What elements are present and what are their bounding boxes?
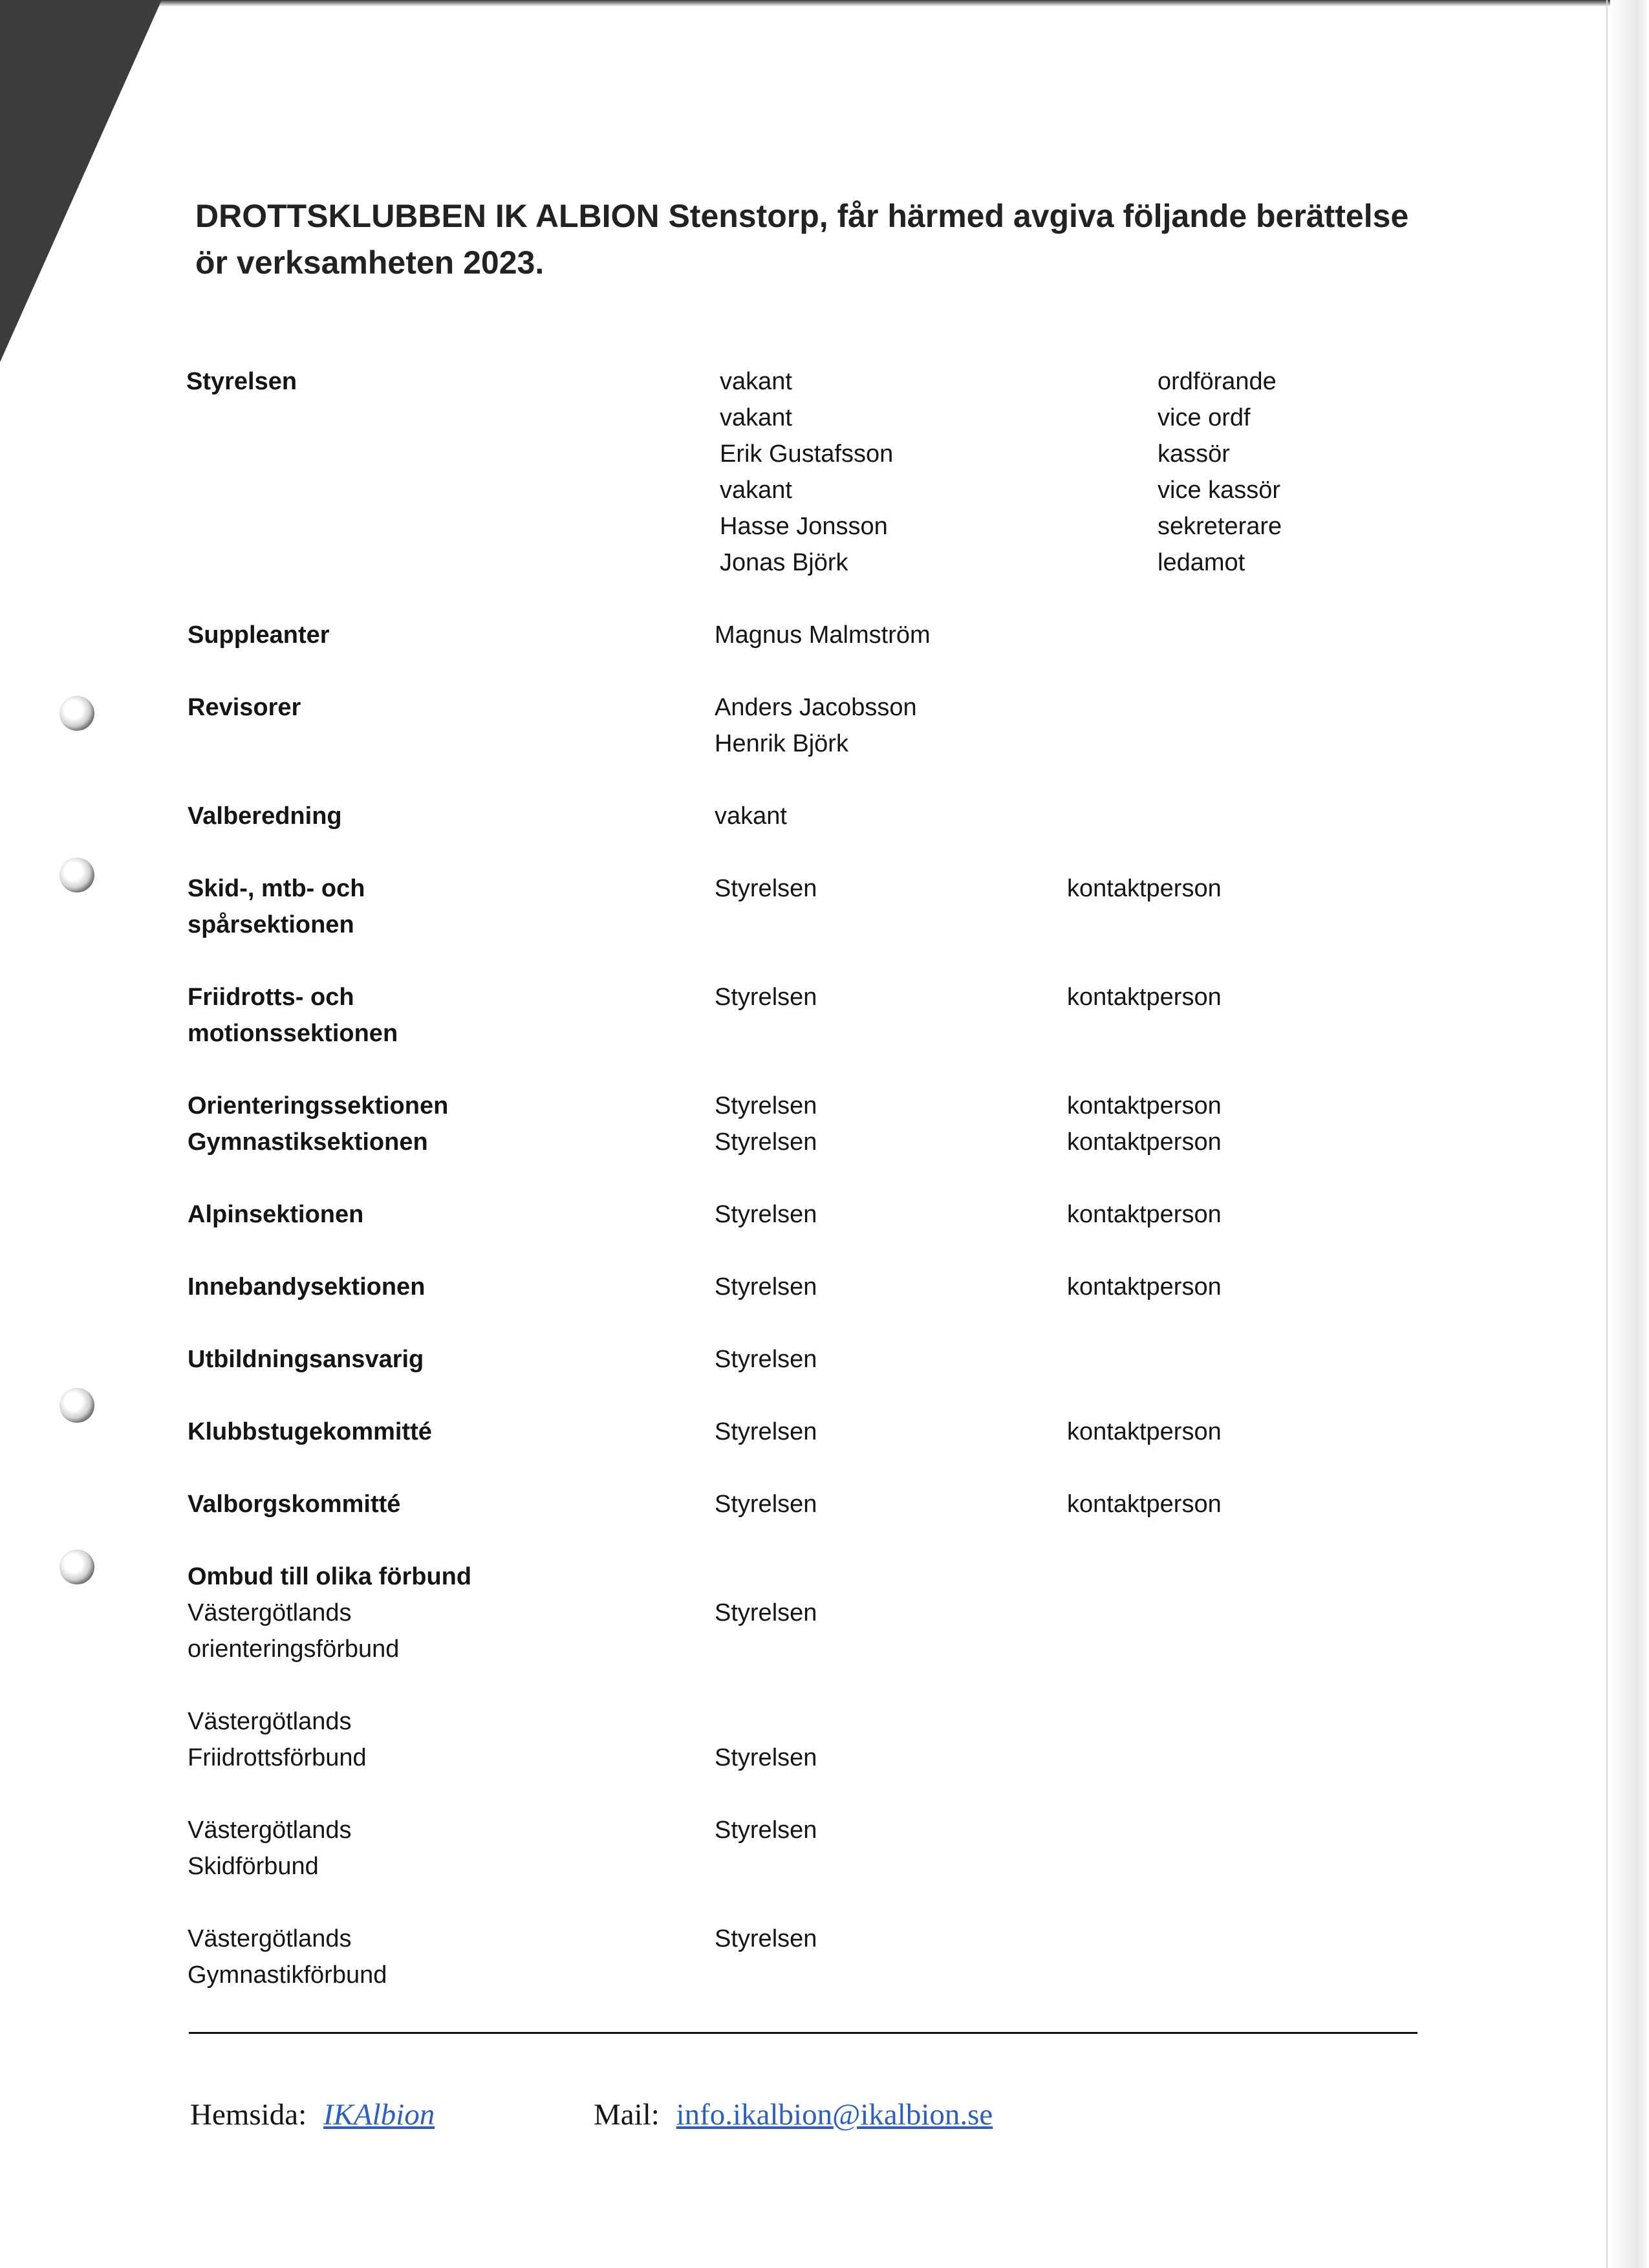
section-label: Innebandysektionen <box>188 1273 426 1301</box>
scan-edge-top <box>0 0 1649 6</box>
folded-corner <box>0 0 162 362</box>
board-label: Styrelsen <box>186 368 297 395</box>
revisor-name: Henrik Björk <box>715 730 848 757</box>
ombud-responsible: Styrelsen <box>715 1925 817 1952</box>
board-role: kassör <box>1158 440 1230 468</box>
mail-label: Mail: <box>594 2098 660 2132</box>
mail-link[interactable]: info.ikalbion@ikalbion.se <box>676 2098 993 2132</box>
punch-hole <box>59 1550 94 1584</box>
revisorer-label: Revisorer <box>188 694 301 721</box>
section-role: kontaktperson <box>1067 1092 1222 1119</box>
ombud-name: Västergötlands Gymnastikförbund <box>188 1925 387 1989</box>
ombud-name: Västergötlands orienteringsförbund <box>188 1599 400 1663</box>
board-role: sekreterare <box>1158 513 1282 540</box>
section-responsible: Styrelsen <box>715 1273 817 1301</box>
section-role: kontaktperson <box>1067 1491 1222 1518</box>
footer-divider <box>189 2032 1417 2034</box>
ombud-name: Västergötlands Friidrottsförbund <box>188 1708 367 1771</box>
section-label: Skid-, mtb- och spårsektionen <box>188 875 365 938</box>
revisorer-names <box>715 689 1077 762</box>
section-responsible: Styrelsen <box>715 875 817 902</box>
section-role: kontaktperson <box>1067 1201 1222 1228</box>
section-responsible: Styrelsen <box>715 1491 817 1518</box>
section-responsible: Styrelsen <box>715 984 817 1011</box>
board-name: vakant <box>720 477 792 504</box>
suppleanter-label: Suppleanter <box>188 621 330 649</box>
board-role: vice ordf <box>1158 404 1251 431</box>
section-label: Friidrotts- och motionssektionen <box>188 984 398 1047</box>
document-title: DROTTSKLUBBEN IK ALBION Stenstorp, får härmed avgiva följande berättelse ör verksamheten 2023. <box>195 198 1409 281</box>
scan-edge-line <box>1606 0 1608 2268</box>
suppleanter-names <box>715 617 1077 653</box>
punch-hole <box>59 858 94 892</box>
valberedning-label: Valberedning <box>188 803 342 830</box>
ombud-name: Västergötlands Skidförbund <box>188 1817 352 1880</box>
section-label: Orienteringssektionen <box>188 1092 449 1119</box>
revisor-name: Anders Jacobsson <box>715 694 917 721</box>
section-role: kontaktperson <box>1067 984 1222 1011</box>
suppleant-name: Magnus Malmström <box>715 621 931 649</box>
scan-edge-right <box>1610 0 1649 2268</box>
board-name: vakant <box>720 404 792 431</box>
ombud-responsible: Styrelsen <box>715 1817 817 1844</box>
board-roles <box>1158 363 1481 581</box>
board-name: Erik Gustafsson <box>720 440 894 468</box>
section-label: Gymnastiksektionen <box>188 1129 428 1156</box>
valberedning-value: vakant <box>715 803 787 830</box>
homepage-link[interactable]: IKAlbion <box>323 2098 435 2132</box>
board-names <box>720 363 1082 581</box>
section-role: kontaktperson <box>1067 1273 1222 1301</box>
section-responsible: Styrelsen <box>715 1418 817 1445</box>
homepage-label: Hemsida: <box>190 2098 307 2132</box>
section-label: Klubbstugekommitté <box>188 1418 432 1445</box>
section-label: Valborgskommitté <box>188 1491 401 1518</box>
section-responsible: Styrelsen <box>715 1092 817 1119</box>
board-role: ledamot <box>1158 549 1245 576</box>
board-role: vice kassör <box>1158 477 1281 504</box>
section-role: kontaktperson <box>1067 1129 1222 1156</box>
board-name: vakant <box>720 368 792 395</box>
section-responsible: Styrelsen <box>715 1129 817 1156</box>
ombud-responsible: Styrelsen <box>715 1744 817 1771</box>
section-role: kontaktperson <box>1067 875 1222 902</box>
section-responsible: Styrelsen <box>715 1346 817 1373</box>
punch-hole <box>59 1388 94 1423</box>
section-role: kontaktperson <box>1067 1418 1222 1445</box>
section-responsible: Styrelsen <box>715 1201 817 1228</box>
section-label: Alpinsektionen <box>188 1201 364 1228</box>
board-name: Jonas Björk <box>720 549 848 576</box>
ombud-responsible: Styrelsen <box>715 1599 817 1626</box>
ombud-heading: Ombud till olika förbund <box>188 1563 472 1590</box>
section-label: Utbildningsansvarig <box>188 1346 424 1373</box>
punch-hole <box>59 696 94 731</box>
footer-homepage <box>190 2095 435 2134</box>
board-role: ordförande <box>1158 368 1277 395</box>
board-name: Hasse Jonsson <box>720 513 888 540</box>
footer-mail <box>594 2095 993 2134</box>
